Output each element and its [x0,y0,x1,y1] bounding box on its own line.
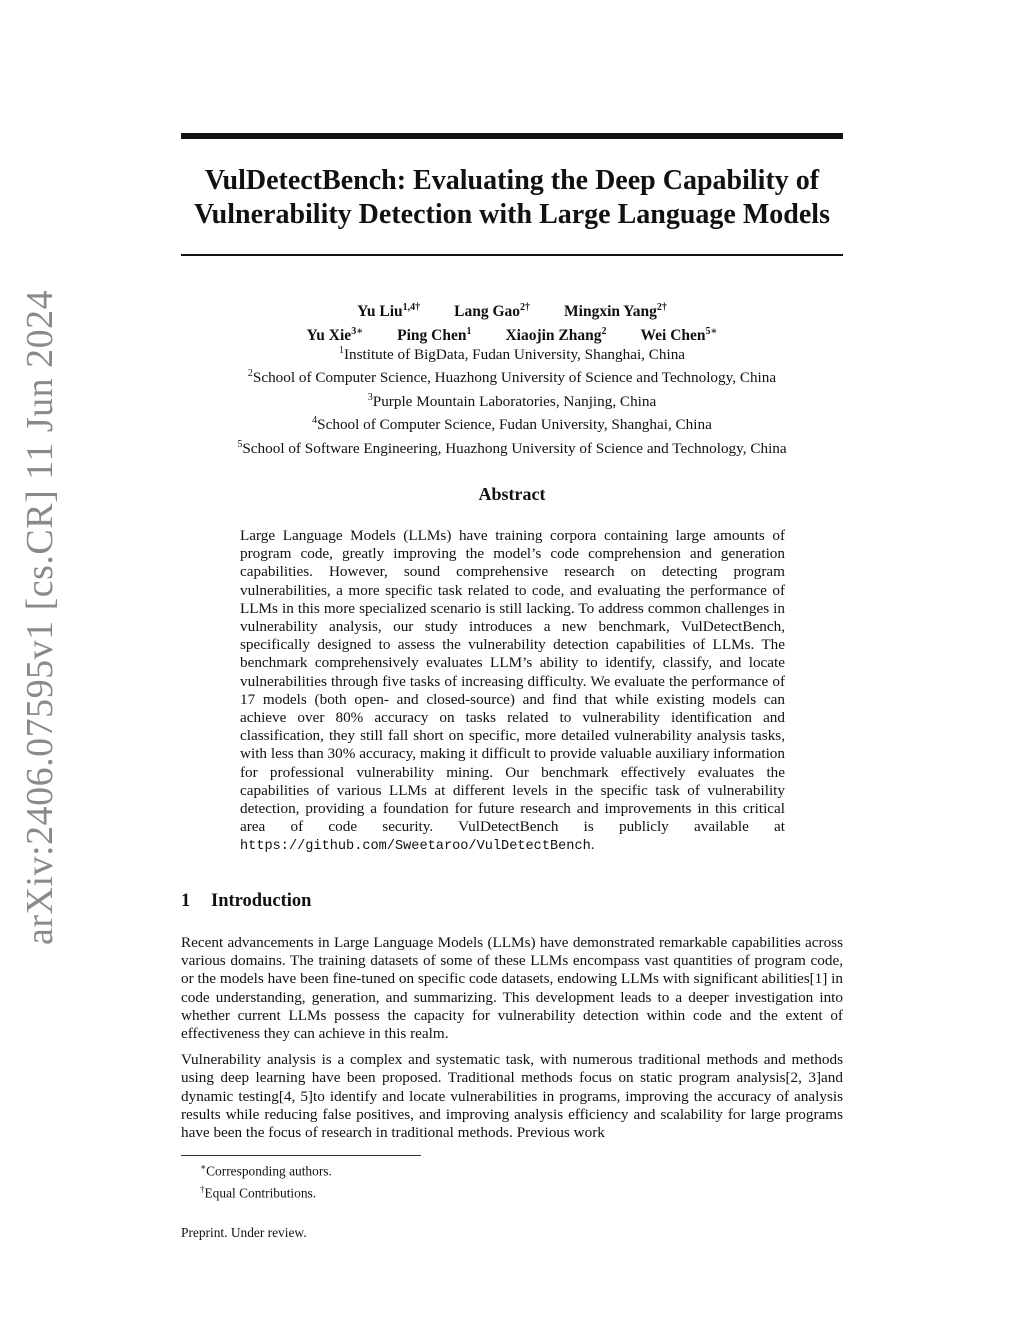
affiliation: $^2$School of Computer Science, Huazhong University of Science and Technology, China [247,368,777,387]
section-heading-introduction: 1 Introduction [181,891,312,911]
affiliation: $^1$Institute of BigData, Fudan University, Shanghai, China [338,345,686,364]
paragraph: Recent advancements in Large Language Models (LLMs) have demonstrated remarkable capabilities across various domains. The training datasets of some of these LLMs encompass vast quantities of program code, or the models have been fine-tuned on specific code datasets, endowing LLMs with significant abilities[1] in code understanding, generation, and summarizing. This development leads to a deeper investigation into whether current LLMs possess the capacity for vulnerability detection within code and the extent of effectiveness they can achieve in this realm. [181,934,843,1043]
author-row-1 [181,298,843,322]
introduction-body [181,934,843,1150]
abstract-text: Large Language Models (LLMs) have training corpora containing large amounts of program code, greatly improving the model’s code comprehension and generation capabilities. However, sound comprehensive research on detecting program vulnerabilities, a more specific task related to code, and evaluating the performance of LLMs in this more specialized scenario is still lacking. To address common challenges in vulnerability analysis, our study introduces a new benchmark, VulDetectBench, specifically designed to assess the vulnerability detection capabilities of LLMs. The benchmark comprehensively evaluates LLM’s ability to identify, classify, and locate vulnerabilities through five tasks of increasing difficulty. We evaluate the performance of 17 models (both open- and closed-source) and find that while existing models can achieve over 80% accuracy on tasks related to vulnerability identification and classification, they still fall short on specific, more detailed vulnerability analysis tasks, with less than 30% accuracy, making it difficult to provide valuable auxiliary information for professional vulnerability mining. Our benchmark effectively evaluates the capabilities of various LLMs at different levels in the specific task of vulnerability detection, providing a foundation for future research and improvements in this critical area of code security. VulDetectBench is publicly available at https://github.com/Sweetaroo/VulDetectBench. [240,527,785,855]
arxiv-identifier: arXiv:2406.07595v1 [cs.CR] 11 Jun 2024 [19,289,61,945]
author: Yu Xie$^{3∗}$ [306,326,364,345]
author: Lang Gao$^{2\dagger}$ [454,302,531,321]
affiliation-list [181,341,843,458]
abstract-heading: Abstract [478,484,546,504]
footnote: ∗Corresponding authors. [200,1162,332,1179]
author: Yu Liu$^{1,4\dagger}$ [357,302,421,321]
affiliation: $^4$School of Computer Science, Fudan University, Shanghai, China [312,415,712,434]
footnotes [200,1158,332,1203]
footnote-rule [181,1155,421,1156]
footnote: †Equal Contributions. [200,1184,317,1201]
affiliation: $^3$Purple Mountain Laboratories, Nanjing, China [367,391,657,410]
title-bottom-rule [181,254,843,256]
author: Mingxin Yang$^{2\dagger}$ [564,302,667,321]
author: Ping Chen$^1$ [397,326,472,345]
title-line-2: Vulnerability Detection with Large Language Models [194,199,830,230]
paragraph: Vulnerability analysis is a complex and systematic task, with numerous traditional methods and methods using deep learning have been proposed. Traditional methods focus on static program analysis[2, 3]and dynamic testing[4, 5]to identify and locate vulnerabilities in programs, improving the accuracy of analysis results while reducing false positives, and improving analysis efficiency and scalability for large programs have been the focus of research in traditional methods. Previous work [181,1051,843,1142]
title-top-rule [181,133,843,139]
title-line-1: VulDetectBench: Evaluating the Deep Capability of [204,165,820,196]
affiliation: $^5$School of Software Engineering, Huazhong University of Science and Technology, China [237,438,787,457]
paper-title [181,164,843,232]
preprint-notice: Preprint. Under review. [181,1225,307,1240]
author: Xiaojin Zhang$^2$ [505,326,607,345]
author: Wei Chen$^{5∗}$ [640,326,718,345]
author-list [181,298,843,346]
repository-link[interactable]: https://github.com/Sweetaroo/VulDetectBench [240,839,591,855]
